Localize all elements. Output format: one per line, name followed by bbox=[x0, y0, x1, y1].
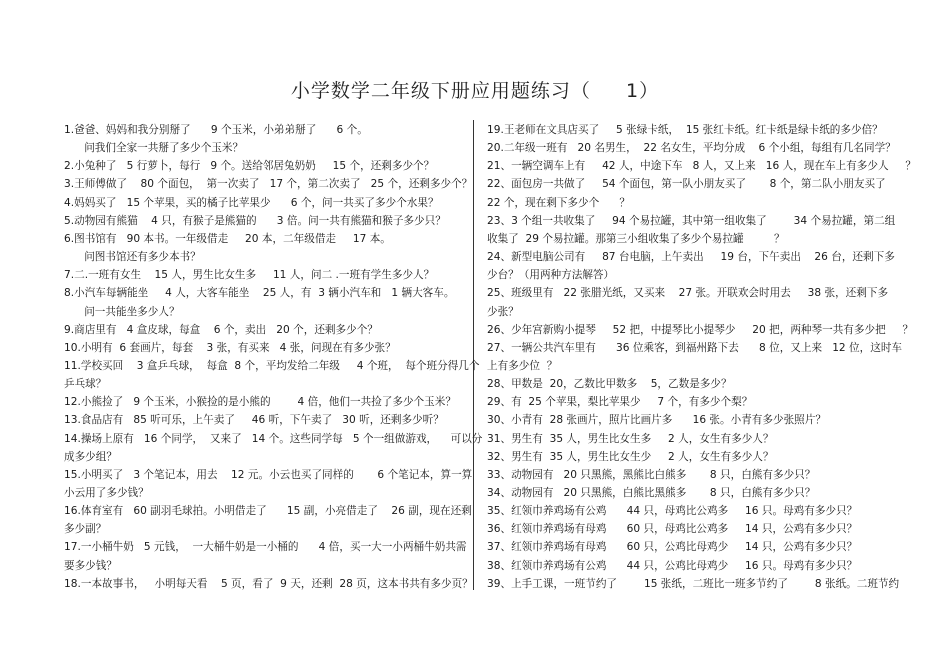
question-line: 23、3 个组一共收集了 94 个易拉罐，其中第一组收集了 34 个易拉罐，第二组 bbox=[487, 214, 896, 227]
question-line: 29、有 25 个苹果，梨比苹果少 7 个，有多少个梨？ bbox=[487, 396, 753, 409]
question-line: 15.小明买了 3 个笔记本，用去 12 元。小云也买了同样的 6 个笔记本，算一算 bbox=[64, 468, 473, 481]
question-line: 30、小青有 28 张画片，照片比画片多 16 张。小青有多少张照片？ bbox=[487, 414, 826, 427]
question-line: 少张？ bbox=[487, 305, 519, 318]
question-line: 24、新型电脑公司有 87 台电脑，上午卖出 19 台，下午卖出 26 台，还剩下多 bbox=[487, 251, 895, 264]
question-line: 1.爸爸、妈妈和我分别掰了 9 个玉米，小弟弟掰了 6 个。 bbox=[64, 124, 368, 136]
question-line: 22、面包房一共做了 54 个面包，第一队小朋友买了 8 个，第二队小朋友买了 bbox=[487, 178, 886, 191]
question-line: 20.二年级一班有 20 名男生， 22 名女生，平均分成 6 个小组，每组有几名同学？ bbox=[487, 142, 896, 155]
question-line: 2.小兔种了 5 行萝卜，每行 9 个。送给邻居兔奶奶 15 个，还剩多少个？ bbox=[64, 160, 435, 173]
question-line: 多少副？ bbox=[64, 523, 107, 536]
question-line: 3.王师傅做了 80 个面包， 第一次卖了 17 个，第二次卖了 25 个，还剩多少个？ bbox=[64, 178, 473, 191]
question-line: 收集了 29 个易拉罐。那第三小组收集了多少个易拉罐 ？ bbox=[487, 232, 785, 245]
question-line: 问我们全家一共掰了多少个玉米？ bbox=[64, 142, 244, 155]
question-line: 7.二.一班有女生 15 人，男生比女生多 11 人，问二 .一班有学生多少人？ bbox=[64, 269, 435, 282]
question-line: 要多少钱？ bbox=[64, 559, 117, 572]
left-column bbox=[64, 124, 483, 590]
question-line: 问一共能坐多少人？ bbox=[64, 305, 180, 318]
question-line: 16.体育室有 60 副羽毛球拍。小明借走了 15 副，小亮借走了 26 副，现在还剩 bbox=[64, 505, 472, 518]
question-line: 乒乓球？ bbox=[64, 378, 107, 391]
question-line: 小云用了多少钱？ bbox=[64, 487, 149, 499]
question-line: 6.图书馆有 90 本书。一年级借走 20 本，二年级借走 17 本。 bbox=[64, 232, 391, 245]
right-column bbox=[487, 124, 916, 590]
question-line: 39、上手工课，一班节约了 15 张纸，二班比一班多节约了 8 张纸。二班节约 bbox=[487, 577, 900, 590]
question-line: 38、红领巾养鸡场有公鸡 44 只，公鸡比母鸡少 16 只。母鸡有多少只？ bbox=[487, 559, 858, 572]
question-line: 33、动物园有 20 只黑熊，黑熊比白熊多 8 只，白熊有多少只？ bbox=[487, 468, 816, 481]
question-line: 成多少组？ bbox=[64, 450, 117, 463]
question-line: 问图书馆还有多少本书？ bbox=[64, 251, 201, 264]
question-line: 36、红领巾养鸡场有母鸡 60 只，母鸡比公鸡多 14 只，公鸡有多少只？ bbox=[487, 523, 858, 536]
question-line: 19.王老师在文具店买了 5 张绿卡纸， 15 张红卡纸。红卡纸是绿卡纸的多少倍？ bbox=[487, 124, 883, 136]
question-line: 14.操场上原有 16 个同学， 又来了 14 个。这些同学每 5 个一组做游戏， 可以分 bbox=[64, 432, 483, 445]
question-line: 32、男生有 35 人，男生比女生少 2 人，女生有多少人？ bbox=[487, 450, 774, 463]
question-line: 13.食品店有 85 听可乐，上午卖了 46 听，下午卖了 30 听，还剩多少听？ bbox=[64, 414, 444, 427]
question-line: 31、男生有 35 人，男生比女生多 2 人，女生有多少人？ bbox=[487, 432, 774, 445]
question-line: 8.小汽车每辆能坐 4 人，大客车能坐 25 人，有 3 辆小汽车和 1 辆大客车。 bbox=[64, 287, 455, 300]
question-line: 10.小明有 6 套画片，每套 3 张，有买来 4 张，问现在有多少张？ bbox=[64, 341, 396, 354]
question-line: 35、红领巾养鸡场有公鸡 44 只，母鸡比公鸡多 16 只。母鸡有多少只？ bbox=[487, 505, 858, 518]
question-line: 22 个，现在剩下多少个 ？ bbox=[487, 196, 630, 209]
question-line: 9.商店里有 4 盒皮球，每盒 6 个，卖出 20 个，还剩多少个？ bbox=[64, 323, 378, 336]
question-line: 少台？（用两种方法解答） bbox=[487, 269, 615, 282]
question-line: 18.一本故事书， 小明每天看 5 页，看了 9 天，还剩 28 页，这本书共有多少页？ bbox=[64, 577, 473, 590]
question-line: 4.妈妈买了 15 个苹果，买的橘子比苹果少 6 个，问一共买了多少个水果？ bbox=[64, 196, 439, 209]
question-line: 25、班级里有 22 张腊光纸，又买来 27 张。开联欢会时用去 38 张，还剩下多 bbox=[487, 287, 889, 300]
question-line: 34、动物园有 20 只黑熊，白熊比黑熊多 8 只，白熊有多少只？ bbox=[487, 487, 816, 499]
question-line: 11.学校买回 3 盒乒乓球， 每盒 8 个，平均发给二年级 4 个班， 每个班分得几个 bbox=[64, 359, 480, 372]
question-line: 26、少年宫新购小提琴 52 把，中提琴比小提琴少 20 把，两种琴一共有多少把 ？ bbox=[487, 323, 914, 336]
question-line: 17.一小桶牛奶 5 元钱， 一大桶牛奶是一小桶的 4 倍，买一大一小两桶牛奶共需 bbox=[64, 541, 467, 554]
question-line: 12.小熊捡了 9 个玉米，小猴捡的是小熊的 4 倍，他们一共捡了多少个玉米？ bbox=[64, 396, 456, 409]
question-line: 上有多少位 ？ bbox=[487, 359, 558, 372]
column-divider bbox=[473, 120, 474, 590]
question-line: 37、红领巾养鸡场有母鸡 60 只，公鸡比母鸡少 14 只，公鸡有多少只？ bbox=[487, 541, 858, 554]
question-line: 27、一辆公共汽车里有 36 位乘客，到福州路下去 8 位，又上来 12 位，这时车 bbox=[487, 341, 903, 354]
question-line: 21、一辆空调车上有 42 人，中途下车 8 人，又上来 16 人，现在车上有多少人 ？ bbox=[487, 160, 916, 173]
question-line: 28、甲数是 20，乙数比甲数多 5，乙数是多少？ bbox=[487, 378, 732, 391]
question-line: 5.动物园有熊猫 4 只，有猴子是熊猫的 3 倍。问一共有熊猫和猴子多少只？ bbox=[64, 214, 446, 227]
worksheet-title: 小学数学二年级下册应用题练习（ 1） bbox=[290, 80, 660, 102]
